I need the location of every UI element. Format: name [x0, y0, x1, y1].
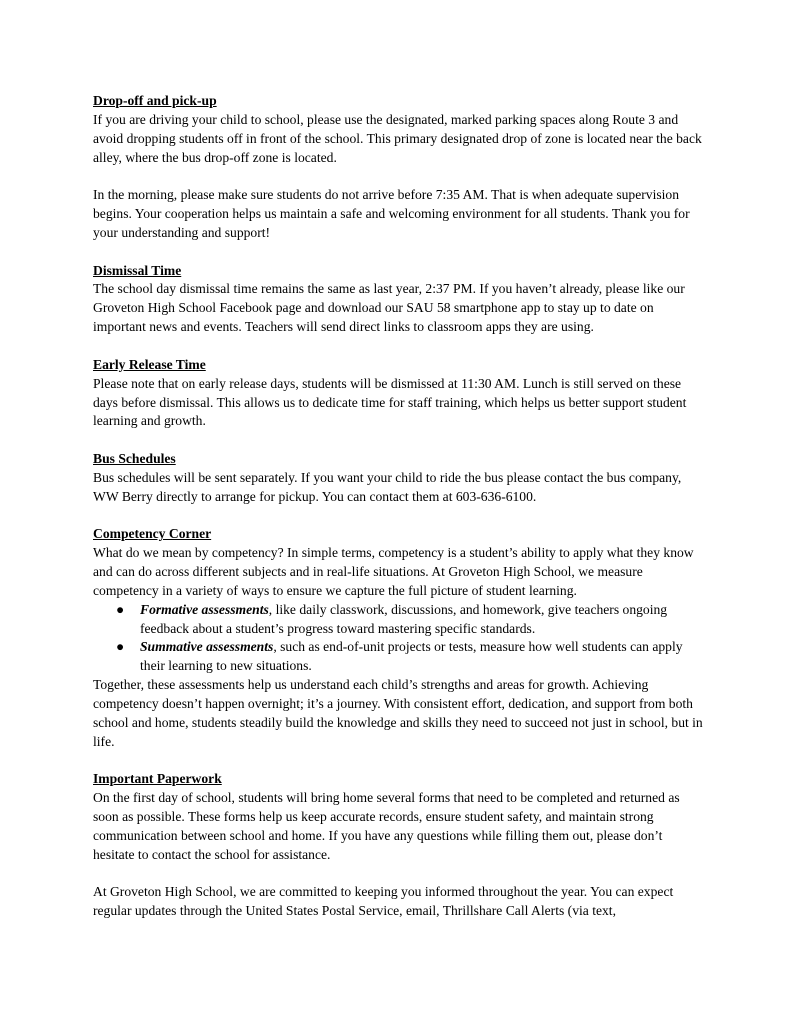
section-heading: Important Paperwork — [93, 771, 222, 787]
bullet-term: Formative assessments — [140, 601, 269, 617]
section-dropoff — [93, 92, 703, 243]
section-heading: Competency Corner — [93, 526, 212, 542]
section-competency — [93, 525, 703, 751]
paragraph: What do we mean by competency? In simple terms, competency is a student’s ability to apply what they know and can do across different subjects and in real-life situations. At Groveton High School, we measure competency in a variety of ways to ensure we capture the full picture of student learning. — [93, 545, 694, 598]
paragraph: At Groveton High School, we are committed to keeping you informed throughout the year. You can expect regular updates through the United States Postal Service, email, Thrillshare Call Alerts (via text, — [93, 884, 674, 919]
bullet-icon: ● — [116, 601, 125, 617]
section-heading: Bus Schedules — [93, 451, 176, 467]
list-item — [93, 601, 703, 639]
section-paperwork — [93, 770, 703, 921]
section-bus — [93, 450, 703, 507]
section-heading: Drop-off and pick-up — [93, 93, 217, 108]
paragraph: If you are driving your child to school, please use the designated, marked parking spaces along Route 3 and avoid dropping students off in front of the school. This primary designated drop of zone is located near the back alley, where the bus drop-off zone is located. — [93, 111, 702, 165]
paragraph: In the morning, please make sure students do not arrive before 7:35 AM. That is when adequate supervision begins. Your cooperation helps us maintain a safe and welcoming environment for all students. Thank you for your understanding and support! — [93, 187, 690, 240]
section-early-release — [93, 356, 703, 431]
paragraph: On the first day of school, students will bring home several forms that need to be completed and returned as soon as possible. These forms help us keep accurate records, ensure student safety, and maintain strong communication between school and home. If you have any questions while filling them out, please don’t hesitate to contact the school for assistance. — [93, 790, 680, 862]
paragraph: Together, these assessments help us understand each child’s strengths and areas for growth. Achieving competency doesn’t happen overnight; it’s a journey. With consistent effort, dedication, and support from both school and home, students steadily build the knowledge and skills they need to succeed not just in school, but in life. — [93, 677, 703, 749]
bullet-list — [93, 601, 703, 676]
list-item — [93, 638, 703, 676]
bullet-text: , like daily classwork, discussions, and homework, give teachers ongoing feedback about a student’s progress toward mastering specific standards. — [140, 601, 668, 636]
paragraph: Please note that on early release days, students will be dismissed at 11:30 AM. Lunch is still served on these days before dismissal. This allows us to dedicate time for staff training, which helps us better support student learning and growth. — [93, 375, 687, 429]
bullet-text: , such as end-of-unit projects or tests, measure how well students can apply their learning to new situations. — [140, 639, 683, 674]
section-heading: Early Release Time — [93, 356, 206, 372]
bullet-term: Summative assessments — [140, 639, 274, 655]
section-dismissal — [93, 262, 703, 337]
section-heading: Dismissal Time — [93, 262, 182, 278]
paragraph: Bus schedules will be sent separately. If you want your child to ride the bus please contact the bus company, WW Berry directly to arrange for pickup. You can contact them at 603-636-6100. — [93, 469, 682, 504]
bullet-icon: ● — [116, 639, 125, 655]
document-page — [93, 92, 703, 921]
paragraph: The school day dismissal time remains the same as last year, 2:37 PM. If you haven’t already, please like our Groveton High School Facebook page and download our SAU 58 smartphone app to stay up to date on important news and events. Teachers will send direct links to classroom apps they are using. — [93, 281, 685, 335]
